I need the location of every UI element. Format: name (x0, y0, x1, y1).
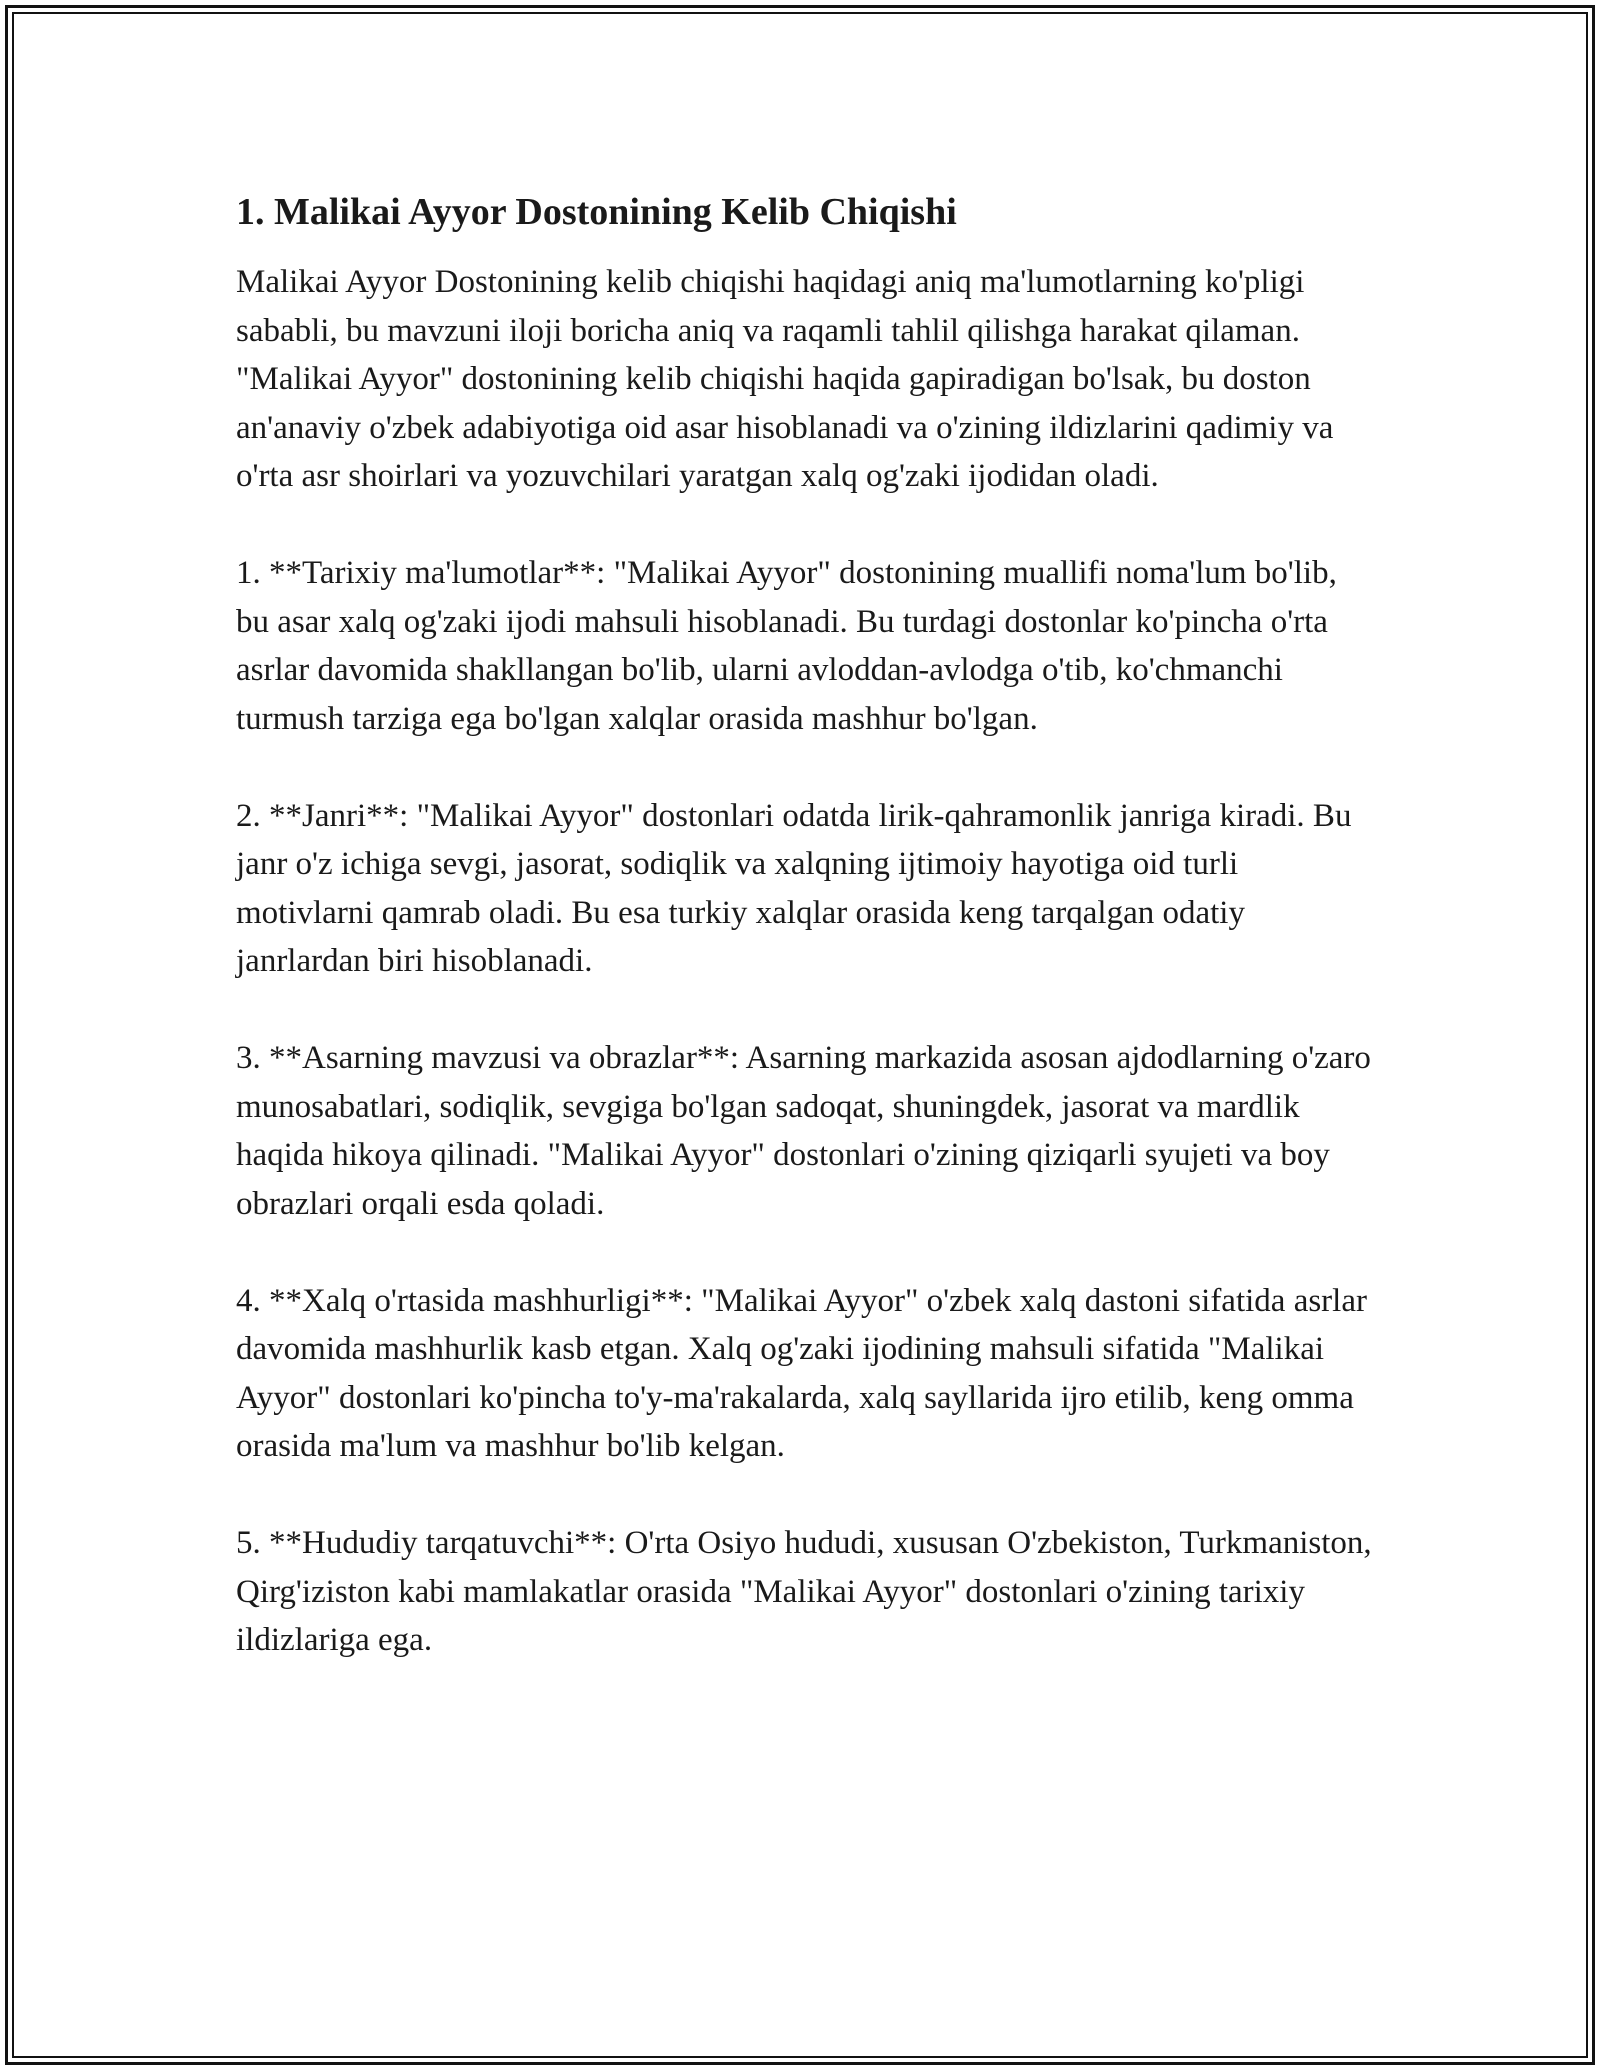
paragraph-popularity: 4. **Xalq o'rtasida mashhurligi**: "Malikai Ayyor" o'zbek xalq dastoni sifatida asrlar davomida mashhurlik kasb etgan. Xalq og'zaki ijodining mahsuli sifatida "Malikai Ayyor" dostonlari ko'pincha to'y-ma'rakalarda, xalq sayllarida ijro etilib, keng omma orasida ma'lum va mashhur bo'lib kelgan. (236, 1282, 1367, 1464)
document-body (236, 188, 1376, 1665)
paragraph-theme-characters: 3. **Asarning mavzusi va obrazlar**: Asarning markazida asosan ajdodlarning o'zaro munosabatlari, sodiqlik, sevgiga bo'lgan sadoqat, shuningdek, jasorat va mardlik haqida hikoya qilinadi. "Malikai Ayyor" dostonlari o'zining qiziqarli syujeti va boy obrazlari orqali esda qoladi. (236, 1040, 1371, 1222)
section-heading: 1. Malikai Ayyor Dostonining Kelib Chiqishi (236, 191, 957, 233)
paragraph-historical-info: 1. **Tarixiy ma'lumotlar**: "Malikai Ayyor" dostonining muallifi noma'lum bo'lib, bu asar xalq og'zaki ijodi mahsuli hisoblanadi. Bu turdagi dostonlar ko'pincha o'rta asrlar davomida shakllangan bo'lib, ularni avloddan-avlodga o'tib, ko'chmanchi turmush tarziga ega bo'lgan xalqlar orasida mashhur bo'lgan. (236, 555, 1337, 737)
paragraph-regional-spread: 5. **Hududiy tarqatuvchi**: O'rta Osiyo hududi, xususan O'zbekiston, Turkmaniston, Qirg'iziston kabi mamlakatlar orasida "Malikai Ayyor" dostonlari o'zining tarixiy ildizlariga ega. (236, 1525, 1372, 1658)
paragraph-genre: 2. **Janri**: "Malikai Ayyor" dostonlari odatda lirik-qahramonlik janriga kiradi. Bu janr o'z ichiga sevgi, jasorat, sodiqlik va xalqning ijtimoiy hayotiga oid turli motivlarni qamrab oladi. Bu esa turkiy xalqlar orasida keng tarqalgan odatiy janrlardan biri hisoblanadi. (236, 797, 1352, 979)
intro-paragraph: Malikai Ayyor Dostonining kelib chiqishi haqidagi aniq ma'lumotlarning ko'pligi sababli, bu mavzuni iloji boricha aniq va raqamli tahlil qilishga harakat qilaman. "Malikai Ayyor" dostonining kelib chiqishi haqida gapiradigan bo'lsak, bu doston an'anaviy o'zbek adabiyotiga oid asar hisoblanadi va o'zining ildizlarini qadimiy va o'rta asr shoirlari va yozuvchilari yaratgan xalq og'zaki ijodidan oladi. (236, 264, 1334, 494)
